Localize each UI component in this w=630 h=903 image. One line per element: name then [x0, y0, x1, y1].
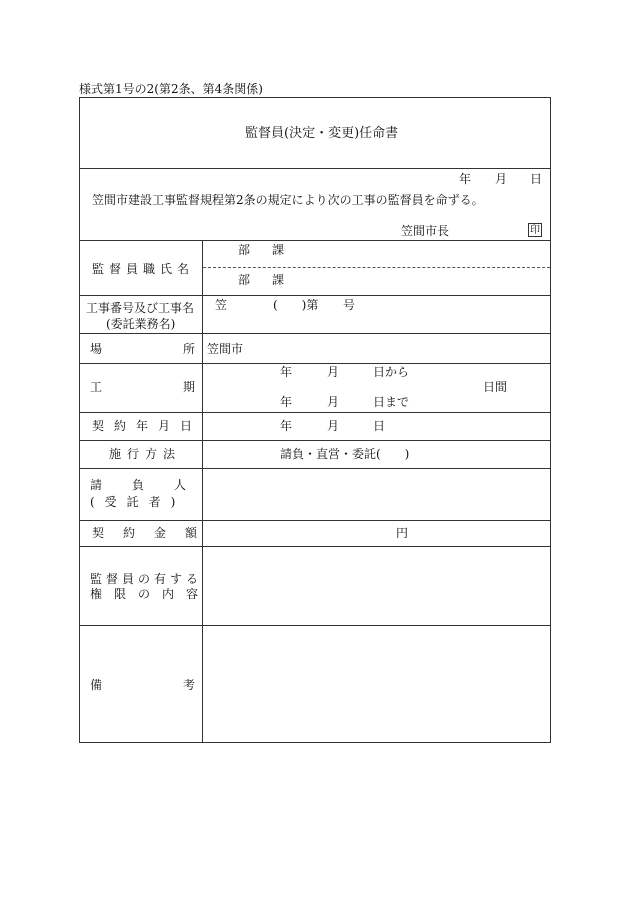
authority-label: 監督員の有する [90, 572, 203, 586]
period-label-b: 期 [183, 380, 196, 394]
body-text: 笠間市建設工事監督規程第2条の規定により次の工事の監督員を命ずる。 [92, 193, 484, 207]
date-month-label: 月 [495, 172, 508, 186]
supervisor-line2-ka: 課 [272, 273, 285, 287]
date-day-label: 日 [530, 172, 543, 186]
project-label: 工事番号及び工事名 [86, 301, 195, 315]
period-to-year: 年 [280, 395, 293, 409]
rule-method-bottom [80, 468, 550, 469]
contract-date-year: 年 [280, 419, 293, 433]
method-value: 請負・直営・委託( ) [280, 447, 410, 461]
amount-unit: 円 [396, 526, 409, 540]
amount-label: 契約金額 [92, 526, 217, 540]
supervisor-line1-ka: 課 [272, 243, 285, 257]
appointment-form [79, 97, 551, 743]
contractor-label: 請負人 [90, 478, 217, 492]
rule-period-bottom [80, 412, 550, 413]
method-label: 施行方法 [109, 447, 182, 461]
contract-date-month: 月 [327, 419, 340, 433]
supervisor-line2-bu: 部 [238, 273, 251, 287]
rule-contract-date-bottom [80, 440, 550, 441]
contract-date-day: 日 [373, 419, 386, 433]
rule-place-bottom [80, 363, 550, 364]
seal-mark: 印 [530, 225, 540, 236]
project-go: 号 [343, 298, 356, 312]
rule-authority-bottom [80, 625, 550, 626]
signer-name: 笠間市長 [401, 224, 450, 238]
period-days: 日間 [483, 380, 508, 394]
rule-supervisor-dashed [203, 267, 550, 268]
rule-project-bottom [80, 333, 550, 334]
place-label-a: 場 [90, 342, 103, 356]
remarks-label-a: 備 [90, 678, 103, 692]
document-title: 監督員(決定・変更)任命書 [245, 126, 399, 141]
rule-amount-bottom [80, 546, 550, 547]
date-year-label: 年 [459, 172, 472, 186]
supervisor-label: 監督員職氏名 [92, 262, 195, 276]
rule-title-bottom [80, 168, 550, 169]
project-number-paren: ( )第 [273, 298, 319, 312]
authority-sublabel: 権限の内容 [90, 587, 211, 601]
rule-header-bottom [80, 240, 550, 241]
place-label-b: 所 [183, 342, 196, 356]
place-value: 笠間市 [207, 342, 244, 356]
period-from-day: 日から [373, 365, 410, 379]
project-kasa: 笠 [215, 298, 228, 312]
period-from-year: 年 [280, 365, 293, 379]
rule-supervisor-bottom [80, 295, 550, 296]
period-to-month: 月 [327, 395, 340, 409]
supervisor-line1-bu: 部 [238, 243, 251, 257]
period-to-day: 日まで [373, 395, 410, 409]
project-sublabel: (委託業務名) [106, 317, 176, 331]
rule-contractor-bottom [80, 520, 550, 521]
remarks-label-b: 考 [183, 678, 196, 692]
form-number-caption: 様式第1号の2(第2条、第4条関係) [79, 82, 263, 96]
period-label-a: 工 [90, 380, 103, 394]
period-from-month: 月 [327, 365, 340, 379]
contract-date-label: 契約年月日 [92, 419, 203, 433]
contractor-sublabel: (受託者) [90, 495, 186, 509]
